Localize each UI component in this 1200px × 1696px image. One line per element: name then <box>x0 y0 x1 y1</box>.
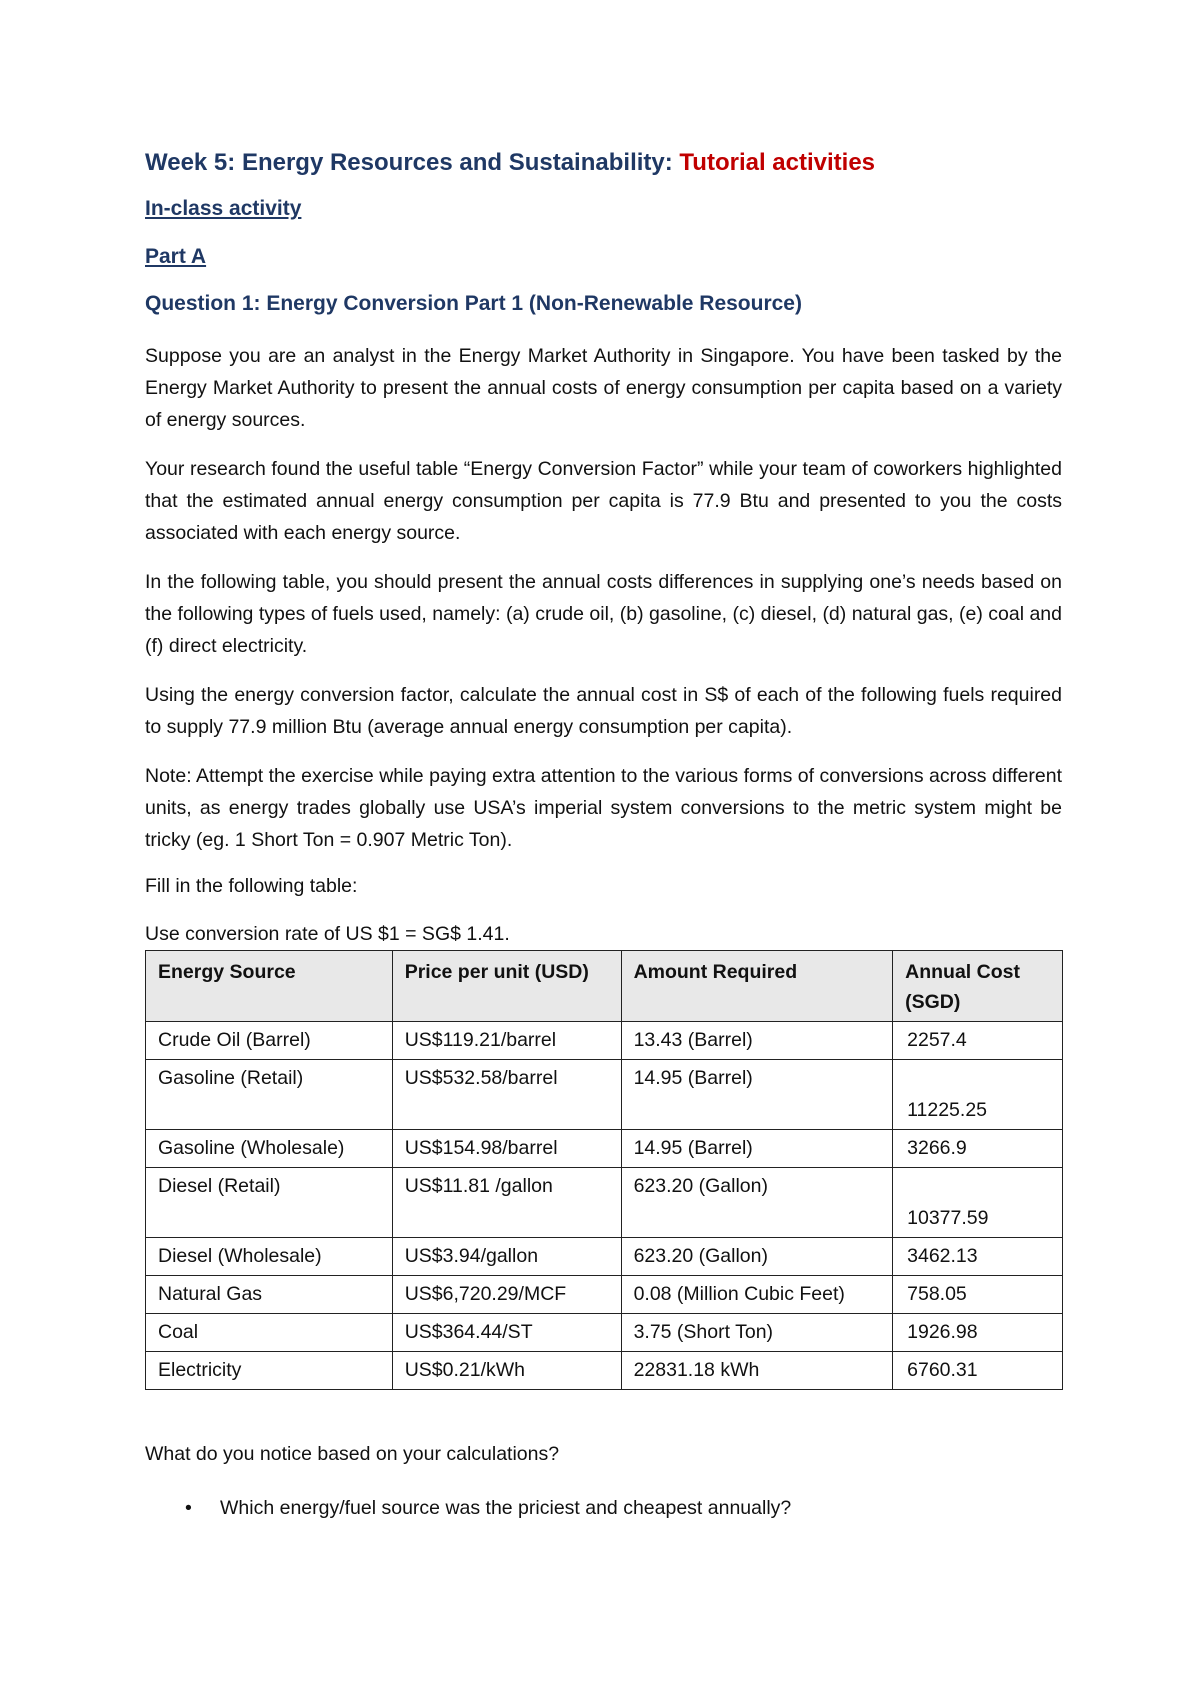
header-price-per-unit: Price per unit (USD) <box>392 951 621 1022</box>
cell-energy-source: Electricity <box>146 1352 393 1390</box>
cell-amount: 13.43 (Barrel) <box>621 1022 893 1060</box>
cell-amount: 14.95 (Barrel) <box>621 1130 893 1168</box>
cell-energy-source: Coal <box>146 1314 393 1352</box>
table-row <box>146 1060 1063 1130</box>
cell-price: US$3.94/gallon <box>392 1238 621 1276</box>
cell-annual-cost: 3462.13 <box>893 1238 1063 1276</box>
conversion-rate-note: Use conversion rate of US $1 = SG$ 1.41. <box>145 923 510 945</box>
cell-price: US$11.81 /gallon <box>392 1168 621 1238</box>
cell-amount: 14.95 (Barrel) <box>621 1060 893 1130</box>
cell-annual-cost: 6760.31 <box>893 1352 1063 1390</box>
cell-energy-source: Crude Oil (Barrel) <box>146 1022 393 1060</box>
paragraph-3: In the following table, you should present the annual costs differences in supplying one’s needs based on the following types of fuels used, namely: (a) crude oil, (b) gasoline, (c) diesel, (d) natural gas, (e) coal and (f) direct electricity. <box>145 571 1062 657</box>
cell-annual-cost: 10377.59 <box>893 1168 1063 1238</box>
cell-amount: 0.08 (Million Cubic Feet) <box>621 1276 893 1314</box>
table-row <box>146 1238 1063 1276</box>
cell-price: US$6,720.29/MCF <box>392 1276 621 1314</box>
bullet-text: Which energy/fuel source was the priciest and cheapest annually? <box>220 1497 792 1519</box>
paragraph-5: Note: Attempt the exercise while paying extra attention to the various forms of conversions across different units, as energy trades globally use USA’s imperial system conversions to the metric system might be tricky (eg. 1 Short Ton = 0.907 Metric Ton). <box>145 765 1062 851</box>
table-row <box>146 1130 1063 1168</box>
cell-amount: 623.20 (Gallon) <box>621 1238 893 1276</box>
table-row <box>146 1022 1063 1060</box>
cell-price: US$0.21/kWh <box>392 1352 621 1390</box>
question-heading: Question 1: Energy Conversion Part 1 (Non-Renewable Resource) <box>145 292 802 315</box>
header-amount-required: Amount Required <box>621 951 893 1022</box>
table-row <box>146 1276 1063 1314</box>
cell-energy-source: Diesel (Wholesale) <box>146 1238 393 1276</box>
table-row <box>146 1168 1063 1238</box>
part-heading: Part A <box>145 245 207 268</box>
cell-energy-source: Gasoline (Wholesale) <box>146 1130 393 1168</box>
cell-amount: 623.20 (Gallon) <box>621 1168 893 1238</box>
cell-energy-source: Diesel (Retail) <box>146 1168 393 1238</box>
fill-instruction: Fill in the following table: <box>145 875 358 897</box>
cell-annual-cost: 2257.4 <box>893 1022 1063 1060</box>
cell-energy-source: Natural Gas <box>146 1276 393 1314</box>
cell-price: US$154.98/barrel <box>392 1130 621 1168</box>
cell-price: US$364.44/ST <box>392 1314 621 1352</box>
table-row <box>146 1314 1063 1352</box>
cell-energy-source: Gasoline (Retail) <box>146 1060 393 1130</box>
followup-question: What do you notice based on your calculations? <box>145 1443 560 1465</box>
header-energy-source: Energy Source <box>146 951 393 1022</box>
cell-annual-cost: 11225.25 <box>893 1060 1063 1130</box>
cell-price: US$532.58/barrel <box>392 1060 621 1130</box>
title-main: Week 5: Energy Resources and Sustainability: <box>145 149 680 176</box>
paragraph-1: Suppose you are an analyst in the Energy Market Authority in Singapore. You have been tasked by the Energy Market Authority to present the annual costs of energy consumption per capita based on a variety of energy sources. <box>145 345 1062 431</box>
paragraph-4: Using the energy conversion factor, calculate the annual cost in S$ of each of the following fuels required to supply 77.9 million Btu (average annual energy consumption per capita). <box>145 684 1062 738</box>
energy-cost-table <box>145 950 1063 1390</box>
bullet-icon: • <box>185 1497 192 1519</box>
table-row <box>146 1352 1063 1390</box>
bullet-item <box>185 1497 791 1520</box>
cell-annual-cost: 3266.9 <box>893 1130 1063 1168</box>
cell-amount: 22831.18 kWh <box>621 1352 893 1390</box>
title-accent: Tutorial activities <box>679 149 876 176</box>
cell-annual-cost: 758.05 <box>893 1276 1063 1314</box>
paragraph-2: Your research found the useful table “Energy Conversion Factor” while your team of coworkers highlighted that the estimated annual energy consumption per capita is 77.9 Btu and presented to you the costs associated with each energy source. <box>145 458 1062 544</box>
section-heading: In-class activity <box>145 197 302 220</box>
cell-amount: 3.75 (Short Ton) <box>621 1314 893 1352</box>
page-title <box>145 149 875 177</box>
header-annual-cost: Annual Cost (SGD) <box>893 951 1063 1022</box>
cell-annual-cost: 1926.98 <box>893 1314 1063 1352</box>
cell-price: US$119.21/barrel <box>392 1022 621 1060</box>
table-header-row <box>146 951 1063 1022</box>
